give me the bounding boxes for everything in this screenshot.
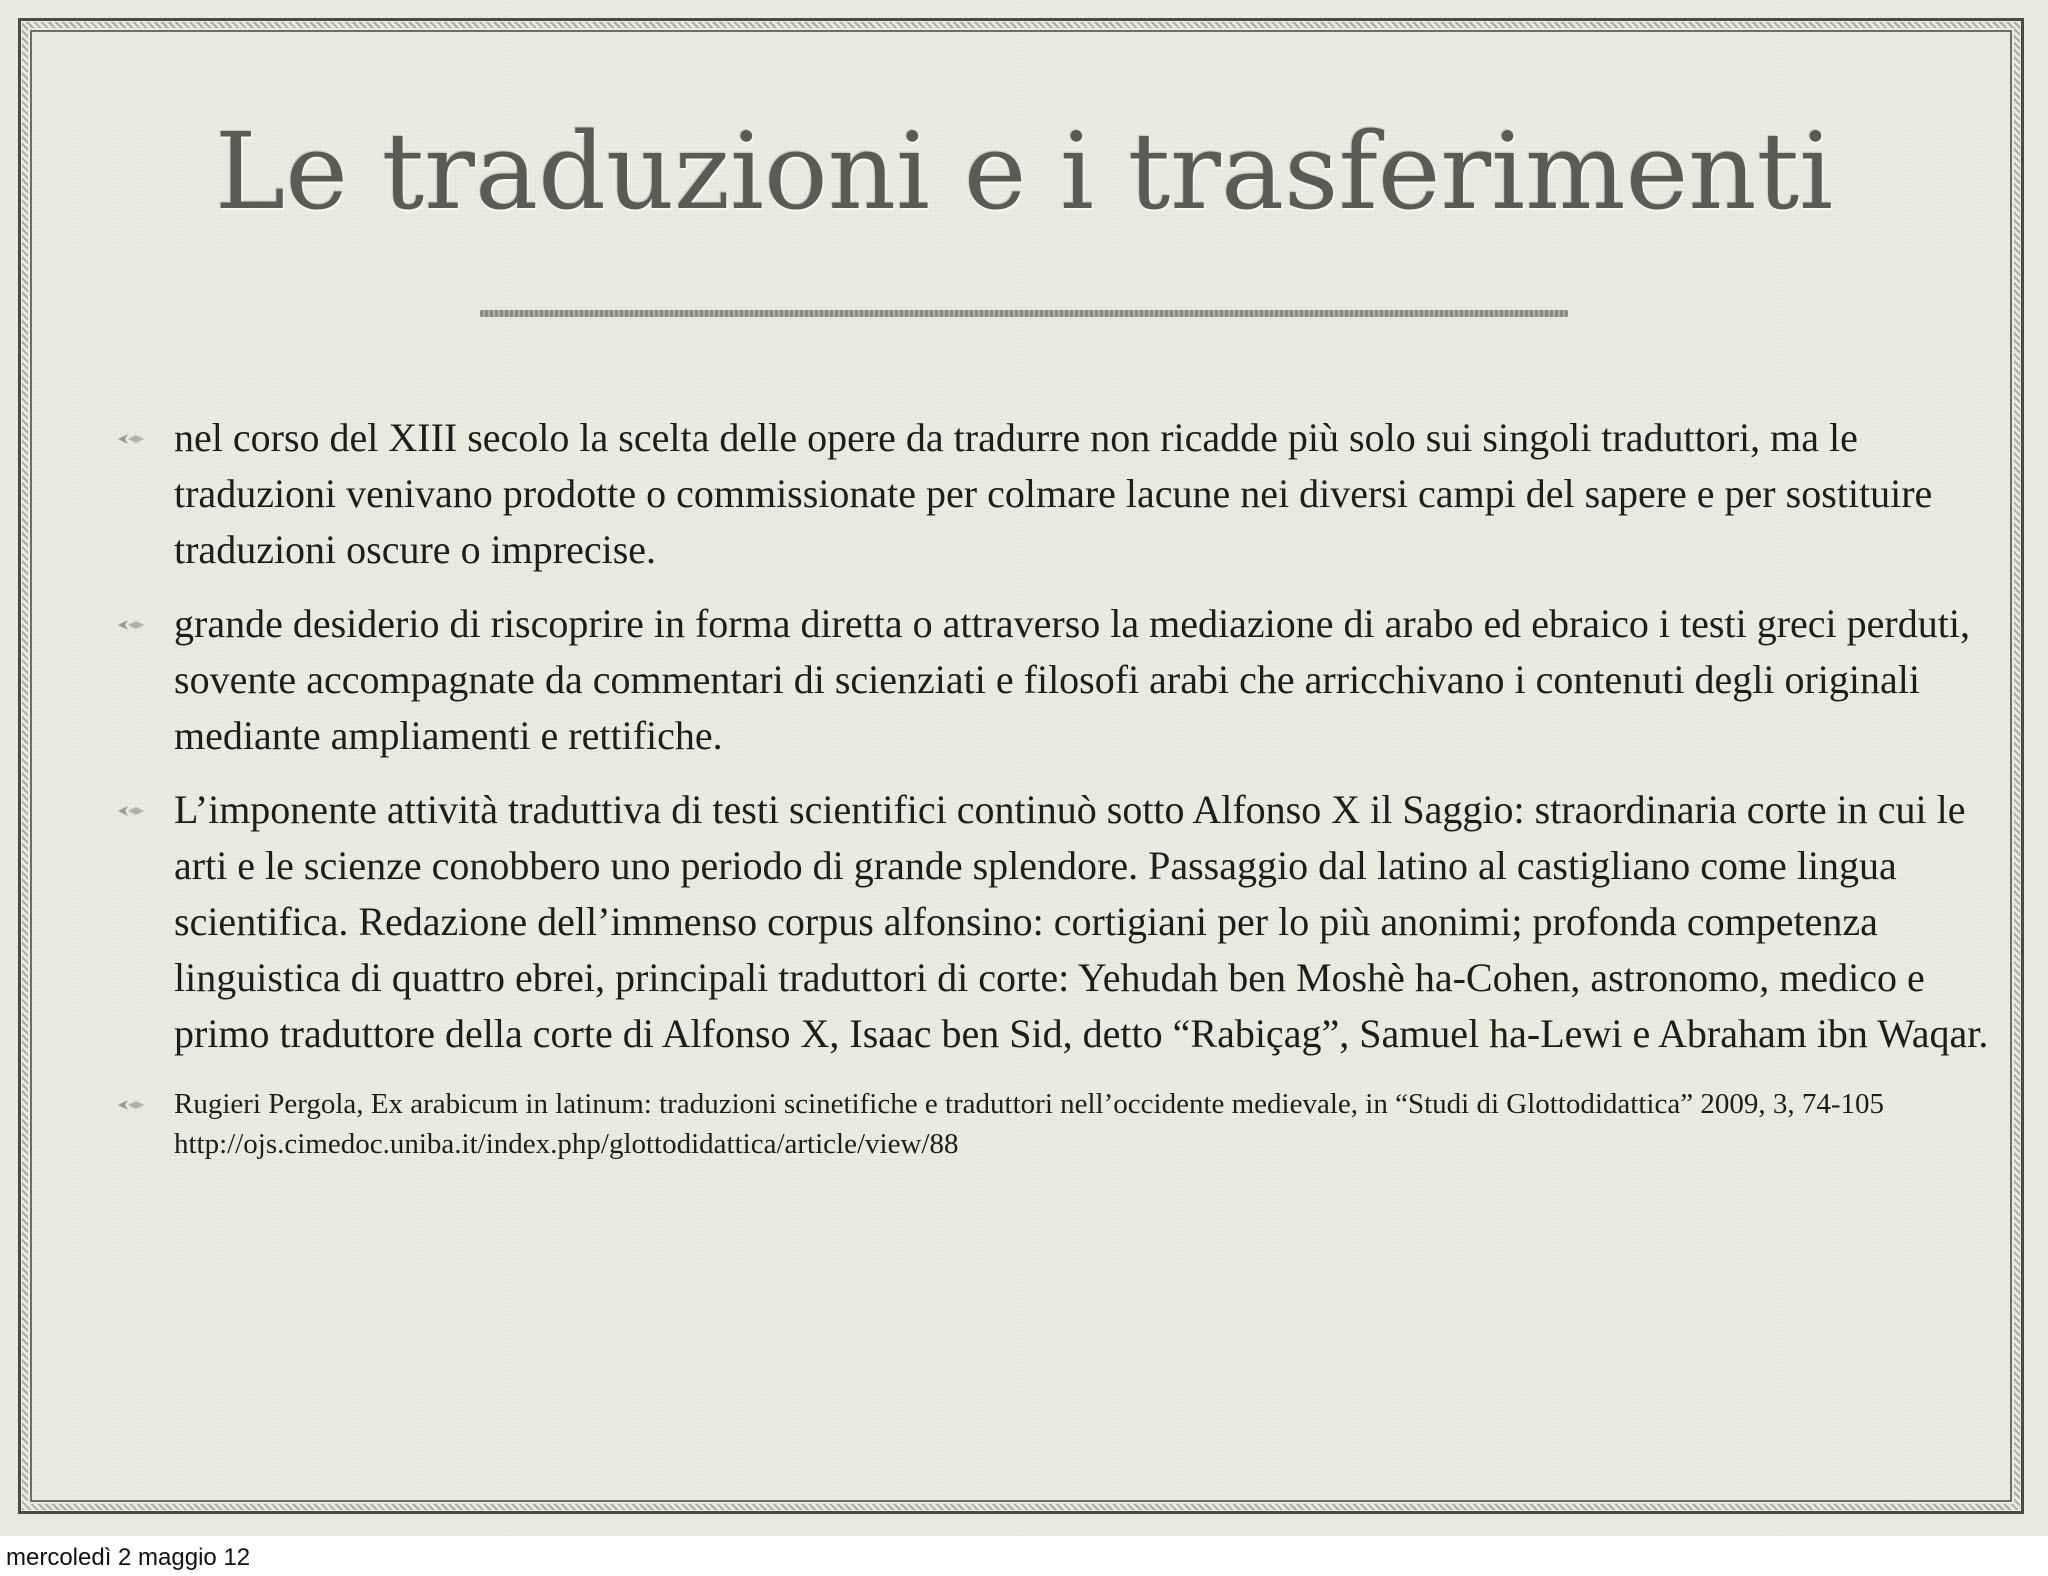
bullet-item [110, 596, 1990, 764]
reference-text: Rugieri Pergola, Ex arabicum in latinum: traduzioni scinetifiche e traduttori nell’occidente medievale, in “Studi di Glottodidattica” 2009, 3, 74-105 http://ojs.cimedoc.uniba.it/index.php/glottodidattica/article/view/88 [174, 1088, 1884, 1160]
bullet-item [110, 782, 1990, 1062]
ornament-bullet-icon [116, 804, 146, 818]
ornament-bullet-icon [116, 432, 146, 446]
footer-date: mercoledì 2 maggio 12 [6, 1544, 251, 1571]
bullet-text: grande desiderio di riscoprire in forma diretta o attraverso la mediazione di arabo ed ebraico i testi greci perduti, sovente accompagnate da commentari di scienziati e filosofi arabi che arricchivano i contenuti degli originali mediante ampliamenti e rettifiche. [174, 601, 1970, 758]
ornament-bullet-icon [116, 1098, 146, 1112]
bullet-item-reference [110, 1084, 1990, 1164]
bullet-text: nel corso del XIII secolo la scelta delle opere da tradurre non ricadde più solo sui singoli traduttori, ma le traduzioni venivano prodotte o commissionate per colmare lacune nei diversi campi del sapere e per sostituire traduzioni oscure o imprecise. [174, 415, 1933, 572]
bullet-item [110, 410, 1990, 578]
ornament-bullet-icon [116, 618, 146, 632]
title-divider [480, 310, 1568, 317]
bullet-list [110, 410, 1990, 1182]
slide-title: Le traduzioni e i trasferimenti [214, 110, 1834, 233]
bullet-text: L’imponente attività traduttiva di testi scientifici continuò sotto Alfonso X il Saggio: straordinaria corte in cui le arti e le scienze conobbero uno periodo di grande splendore. Passaggio dal latino al castigliano come lingua scientifica. Redazione dell’immenso corpus alfonsino: cortigiani per lo più anonimi; profonda competenza linguistica di quattro ebrei, principali traduttori di corte: Yehudah ben Moshè ha-Cohen, astronomo, medico e primo traduttore della corte di Alfonso X, Isaac ben Sid, detto “Rabiçag”, Samuel ha-Lewi e Abraham ibn Waqar. [174, 787, 1989, 1056]
